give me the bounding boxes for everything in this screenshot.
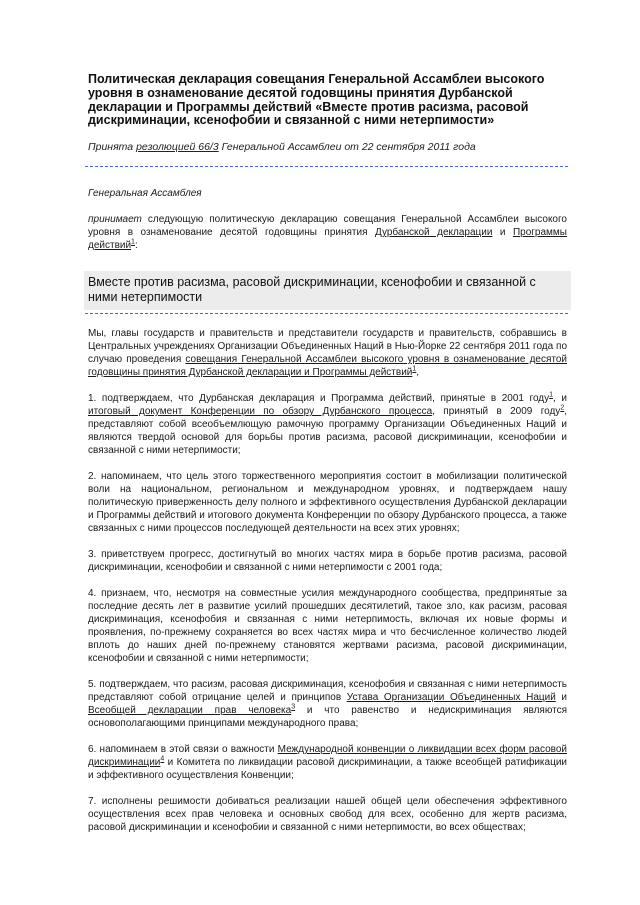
doc-link[interactable]: итоговый документ Конференции по обзору Дурбанского процесса — [88, 406, 433, 418]
doc-paragraph-5: 5. подтверждаем, что расизм, расовая дискриминация, ксенофобия и связанная с ними нетерпимость представляют собой отрицание целей и принципов Устава Организации Объединенных Наций и Всеобщей декларации прав человека$^3$ и что равенство и недискриминация являются основополагающими принципами международного права; — [88, 679, 568, 730]
assembly-label: Генеральная Ассамблея — [88, 188, 202, 200]
doc-paragraph-3: 3. приветствуем прогресс, достигнутый во многих частях мира в борьбе против расизма, расовой дискриминации, ксенофобии и связанной с ними нетерпимости с 2001 года; — [88, 549, 567, 574]
dotted-divider-top — [85, 166, 568, 167]
footnote-ref — [160, 756, 164, 763]
footnote-link[interactable]: 3 — [291, 703, 296, 711]
footnote-ref — [412, 366, 416, 373]
doc-link[interactable]: Устава Организации Объединенных Наций — [346, 692, 556, 704]
footnote-ref — [291, 704, 295, 711]
footnote-link[interactable]: 1 — [131, 238, 135, 246]
paragraphs-container — [88, 327, 567, 834]
doc-link[interactable]: Международной конвенции о ликвидации всех форм расовой дискриминации — [88, 744, 567, 769]
intro-paragraph: принимает следующую политическую декларацию совещания Генеральной Ассамблеи высокого уровня в ознаменование десятой годовщины принятия Дурбанской декларации и Программы действий$^1$: — [88, 214, 567, 252]
doc-link[interactable]: Программы действий — [88, 227, 567, 252]
doc-paragraph-0: Мы, главы государств и правительств и представители государств и правительств, собравшись в Центральных учреждениях Организации Объединенных Наций в Нью-Йорке 22 сентября 2011 года по случаю проведения совещания Генеральной Ассамблеи высокого уровня в ознаменование десятой годовщины принятия Дурбанской декларации и Программы действий$^1$, — [88, 328, 567, 379]
doc-link[interactable]: совещания Генеральной Ассамблеи высокого уровня в ознаменование десятой годовщины принятия Дурбанской декларации и Программы действий — [88, 354, 567, 379]
emphasized-text: принимает — [88, 214, 142, 226]
doc-paragraph-4: 4. признаем, что, несмотря на совместные усилия международного сообщества, предпринятые за последние десять лет в развитие усилий прошедших десятилетий, такое зло, как расизм, расовая дискриминация, ксенофобия и связанная с ними нетерпимость, включая их новые формы и проявления, по-прежнему сохраняется во всех частях мира и что бесчисленное количество людей вплоть до наших дней по-прежнему становятся жертвами расизма, расовой дискриминации, ксенофобии и связанной с ними нетерпимости; — [88, 588, 567, 665]
doc-paragraph-2: 2. напоминаем, что цель этого торжественного мероприятия состоит в мобилизации политической воли на национальном, региональном и международном уровнях, и подтверждаем нашу политическую приверженность делу полного и эффективного осуществления Дурбанской декларации и Программы действий и итогового документа Конференции по обзору Дурбанского процесса, а также связанных с ними процессов последующей деятельности на всех этих уровнях; — [88, 471, 567, 535]
footnote-link[interactable]: 1 — [549, 391, 554, 399]
doc-paragraph-7: 7. исполнены решимости добиваться реализации нашей общей цели обеспечения эффективного осуществления всех прав человека и основных свобод для всех, особенно для жертв расизма, расовой дискриминации и ксенофобии и связанной с ними нетерпимости, во всех обществах; — [88, 796, 567, 834]
footnote-ref — [549, 392, 553, 399]
footnote-link[interactable]: 1 — [412, 365, 417, 373]
footnote-ref — [131, 239, 135, 246]
adoption-line: Принята резолюцией 66/3 Генеральной Ассамблеи от 22 сентября 2011 года — [88, 141, 476, 154]
footnote-link[interactable]: 4 — [160, 755, 165, 763]
doc-link[interactable]: Всеобщей декларации прав человека — [88, 705, 292, 717]
document-body — [88, 0, 567, 834]
footnote-link[interactable]: 2 — [560, 404, 565, 412]
footnote-ref — [560, 405, 564, 412]
doc-paragraph-6: 6. напоминаем в этой связи о важности Международной конвенции о ликвидации всех форм расовой дискриминации$^4$ и Комитета по ликвидации расовой дискриминации, а также всеобщей ратификации и эффективного осуществления Конвенции; — [88, 744, 567, 782]
document-title: Политическая декларация совещания Генеральной Ассамблеи высокого уровня в ознаменование десятой годовщины принятия Дурбанской декларации и Программы действий «Вместе против расизма, расовой дискриминации, ксенофобии и связанной с ними нетерпимости» — [88, 72, 545, 128]
doc-link[interactable]: Дурбанской декларации — [374, 227, 493, 239]
section-heading: Вместе против расизма, расовой дискриминации, ксенофобии и связанной с ними нетерпимости — [84, 271, 571, 310]
doc-link[interactable]: резолюцией 66/3 — [136, 141, 219, 154]
doc-paragraph-1: 1. подтверждаем, что Дурбанская декларация и Программа действий, принятые в 2001 году$^1$, и итоговый документ Конференции по обзору Дурбанского процесса, принятый в 2009 году$^2$, представляют собой всеобъемлющую рамочную программу Организации Объединенных Наций и являются твердой основой для борьбы против расизма, расовой дискриминации, ксенофобии и связанной с ними нетерпимости; — [88, 391, 567, 457]
dotted-divider-section — [85, 313, 568, 314]
